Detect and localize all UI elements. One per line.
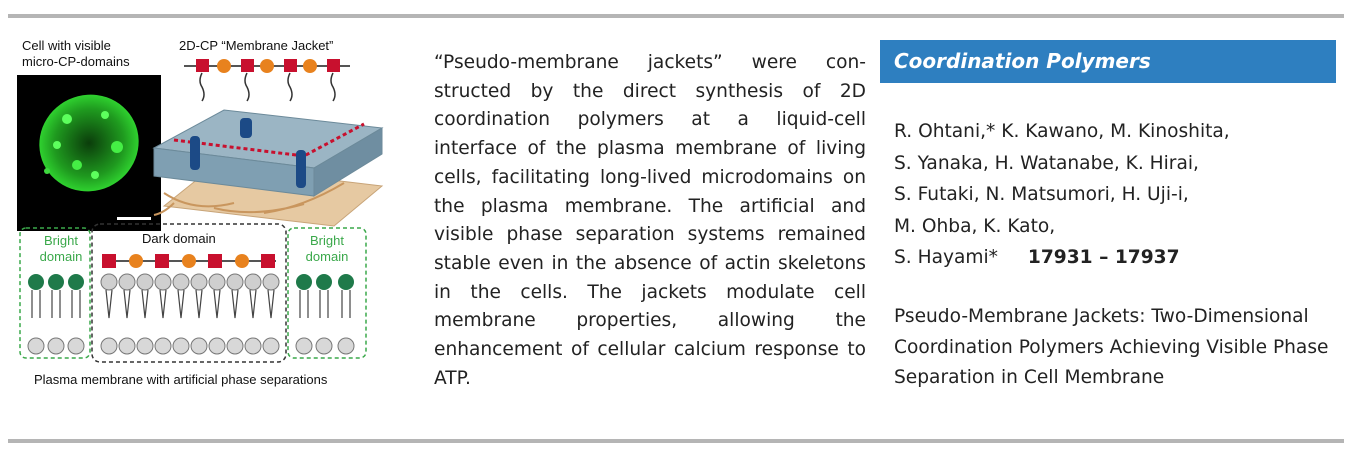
lipid-bottom-leaflet <box>28 338 354 354</box>
author-list <box>894 116 1334 274</box>
article-title[interactable]: Pseudo-Membrane Jackets: Two-Dimensional Coordination Polymers Achieving Visible Phase Separation in Cell Membrane <box>894 306 1329 388</box>
membrane-jacket-label: 2D-CP “Membrane Jacket” <box>179 38 334 53</box>
abstract-text: “Pseudo-membrane jackets” were constructed by the direct synthesis of 2D coordination polymers at a liquid-cell interface of the plasma membrane of living cells, facilitating long-lived microdomains on the plasma membrane. The artificial and visible phase separation systems remained stable even in the absence of actin skeletons in the cells. The jackets modulate cell membrane properties, allowing the enhancement of cellular calcium response to ATP. <box>434 52 866 389</box>
last-author: S. Hayami* <box>894 247 998 268</box>
top-rule <box>8 14 1344 18</box>
lipid-tails <box>32 290 350 318</box>
author-line: S. Yanaka, H. Watanabe, K. Hirai, <box>894 152 1199 174</box>
dark-domain-label: Dark domain <box>142 231 216 246</box>
page-range: 17931 – 17937 <box>1027 247 1180 268</box>
bright-domain-label-left: Bright domain <box>39 233 83 264</box>
micro-domain-label-line2: micro-CP-domains <box>22 54 130 69</box>
bright-domain-label-right: Bright domain <box>305 233 349 264</box>
bottom-rule <box>8 439 1344 443</box>
cp-chain-top <box>184 59 350 101</box>
membrane-schematic <box>14 28 394 398</box>
author-line: M. Ohba, K. Kato, <box>894 215 1056 237</box>
graphical-abstract-figure <box>14 28 394 398</box>
figure-caption: Plasma membrane with artificial phase separations <box>34 372 328 387</box>
category-header: Coordination Polymers <box>880 40 1336 83</box>
cp-chain-dark-domain <box>102 254 276 268</box>
lipid-top-leaflet <box>28 274 354 290</box>
micro-domain-label-line1: Cell with visible <box>22 38 111 53</box>
author-line: R. Ohtani,* K. Kawano, M. Kinoshita, <box>894 121 1230 142</box>
author-line-with-pages <box>894 242 1334 274</box>
membrane-slab <box>154 110 382 226</box>
author-line: S. Futaki, N. Matsumori, H. Uji-i, <box>894 184 1189 205</box>
